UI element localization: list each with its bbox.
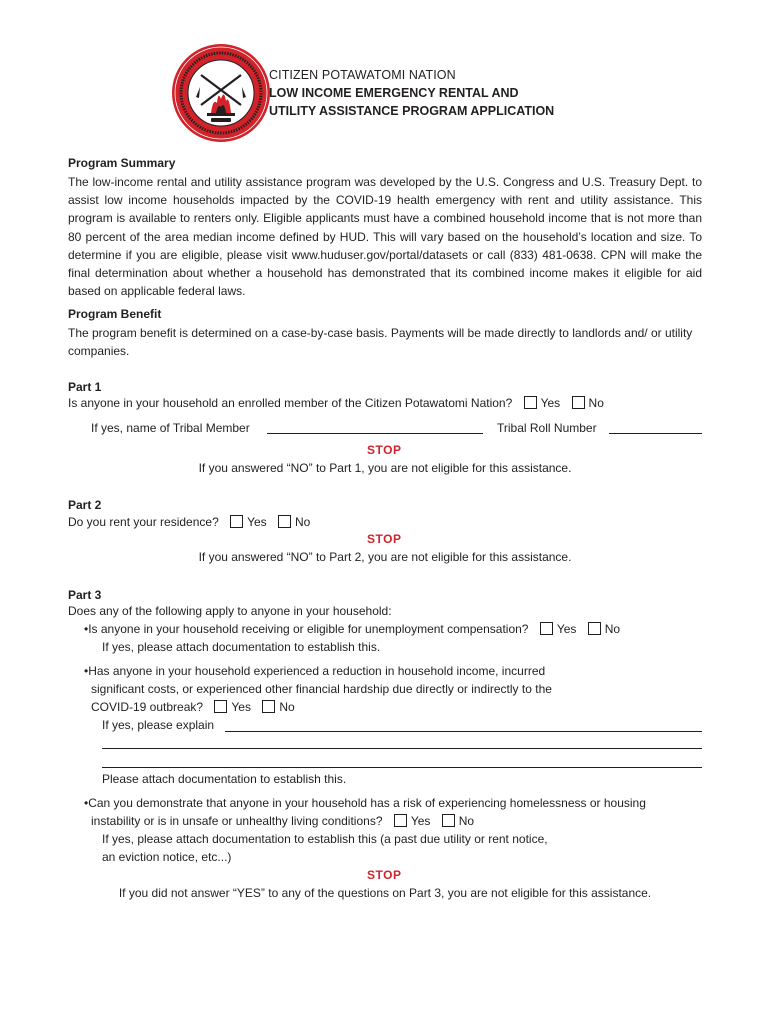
part3-q1-yes-checkbox[interactable] (540, 622, 553, 635)
part3-q3-text: Can you demonstrate that anyone in your household has a risk of experiencing homelessness or housing (88, 796, 646, 810)
yes-label: Yes (540, 396, 561, 410)
part2-stop: STOP (367, 532, 402, 546)
no-label: No (588, 396, 604, 410)
part1-no-option[interactable] (572, 396, 604, 410)
yes-label: Yes (556, 622, 577, 636)
part3-q2-line1 (84, 664, 545, 678)
form-title-line: LOW INCOME EMERGENCY RENTAL AND (269, 86, 519, 100)
tribal-roll-field[interactable] (609, 433, 702, 434)
part3-q3-no-checkbox[interactable] (442, 814, 455, 827)
part3-q2-yes-option[interactable] (214, 700, 251, 714)
yes-label: Yes (410, 814, 431, 828)
part2-yes-option[interactable] (230, 515, 267, 529)
bullet: • (84, 664, 89, 678)
part3-q2-line2: significant costs, or experienced other financial hardship due directly or indirectly to the (91, 682, 552, 696)
part1-stop-text: If you answered “NO” to Part 1, you are not eligible for this assistance. (198, 461, 572, 475)
no-label: No (279, 700, 295, 714)
part3-q3-line1 (84, 796, 646, 810)
no-label: No (604, 622, 621, 636)
part2-heading: Part 2 (68, 498, 102, 512)
part3-q3-yes-checkbox[interactable] (394, 814, 407, 827)
bullet: • (84, 622, 89, 636)
tribal-member-label: If yes, name of Tribal Member (91, 421, 250, 435)
summary-heading: Program Summary (68, 156, 176, 170)
part3-q1-note: If yes, please attach documentation to establish this. (102, 640, 381, 654)
part2-no-option[interactable] (278, 515, 310, 529)
part3-q2-text-end: COVID-19 outbreak? (91, 700, 204, 714)
explain-field-line3[interactable] (102, 767, 702, 768)
part1-question-text: Is anyone in your household an enrolled member of the Citizen Potawatomi Nation? (68, 396, 513, 410)
explain-field-line2[interactable] (102, 748, 702, 749)
part3-q1-no-option[interactable] (588, 622, 620, 636)
part1-no-checkbox[interactable] (572, 396, 585, 409)
part3-q1-yes-option[interactable] (540, 622, 577, 636)
part3-stop: STOP (367, 868, 402, 882)
part3-q2-no-option[interactable] (262, 700, 294, 714)
form-title (269, 66, 554, 120)
benefit-heading: Program Benefit (68, 307, 162, 321)
bullet: • (84, 796, 89, 810)
part3-q2-explain-label: If yes, please explain (102, 718, 215, 732)
explain-field-line1[interactable] (225, 731, 702, 732)
tribal-roll-label: Tribal Roll Number (497, 421, 597, 435)
no-label: No (458, 814, 475, 828)
summary-body: The low-income rental and utility assistance program was developed by the U.S. Congress and U.S. Treasury Dept. to assist low income households impacted by the COVID-19 health emergency with rent and utility assistance. This program is available to renters only. Eligible applicants must have a combined household income that is not more than 80 percent of the area median income defined by HUD. This will vary based on the household’s location and size. To determine if you are eligible, please visit www.huduser.gov/portal/datasets or call (833) 481-0638. CPN will make the final determination about whether a household has demonstrated that its combined income makes it eligible for aid based on applicable federal laws. (68, 175, 702, 299)
part3-q3-note2: an eviction notice, etc...) (102, 850, 232, 864)
part3-q2-line3 (91, 700, 295, 714)
part3-stop-text: If you did not answer “YES” to any of the questions on Part 3, you are not eligible for this assistance. (118, 886, 652, 900)
nation-name: CITIZEN POTAWATOMI NATION (269, 68, 456, 82)
part1-question (68, 396, 604, 410)
part3-q2-note: Please attach documentation to establish this. (102, 772, 347, 786)
part3-q2-text: Has anyone in your household experienced a reduction in household income, incurred (88, 664, 546, 678)
part1-stop: STOP (367, 443, 402, 457)
nation-seal-logo (171, 43, 271, 143)
part3-q2-yes-checkbox[interactable] (214, 700, 227, 713)
part3-q1-text: Is anyone in your household receiving or eligible for unemployment compensation? (88, 622, 529, 636)
part1-yes-option[interactable] (524, 396, 561, 410)
part3-q2-no-checkbox[interactable] (262, 700, 275, 713)
part3-heading: Part 3 (68, 588, 102, 602)
part2-no-checkbox[interactable] (278, 515, 291, 528)
tribal-member-field[interactable] (267, 433, 483, 434)
part2-yes-checkbox[interactable] (230, 515, 243, 528)
part2-question-text: Do you rent your residence? (68, 515, 219, 529)
part3-q3-line2 (91, 814, 474, 828)
part3-q3-no-option[interactable] (442, 814, 474, 828)
benefit-body: The program benefit is determined on a case-by-case basis. Payments will be made directly to landlords and/ or utility companies. (68, 326, 693, 358)
no-label: No (295, 515, 311, 529)
part1-heading: Part 1 (68, 380, 102, 394)
yes-label: Yes (231, 700, 251, 714)
part3-q1 (84, 622, 620, 636)
part3-q1-no-checkbox[interactable] (588, 622, 601, 635)
part2-question (68, 515, 310, 529)
part3-q3-yes-option[interactable] (394, 814, 431, 828)
part2-stop-text: If you answered “NO” to Part 2, you are not eligible for this assistance. (198, 550, 572, 564)
part3-q3-note1: If yes, please attach documentation to establish this (a past due utility or rent notice, (102, 832, 548, 846)
yes-label: Yes (247, 515, 267, 529)
part3-intro: Does any of the following apply to anyone in your household: (68, 604, 392, 618)
part1-yes-checkbox[interactable] (524, 396, 537, 409)
form-title-line: UTILITY ASSISTANCE PROGRAM APPLICATION (269, 104, 555, 118)
part3-q3-text-end: instability or is in unsafe or unhealthy living conditions? (91, 814, 383, 828)
